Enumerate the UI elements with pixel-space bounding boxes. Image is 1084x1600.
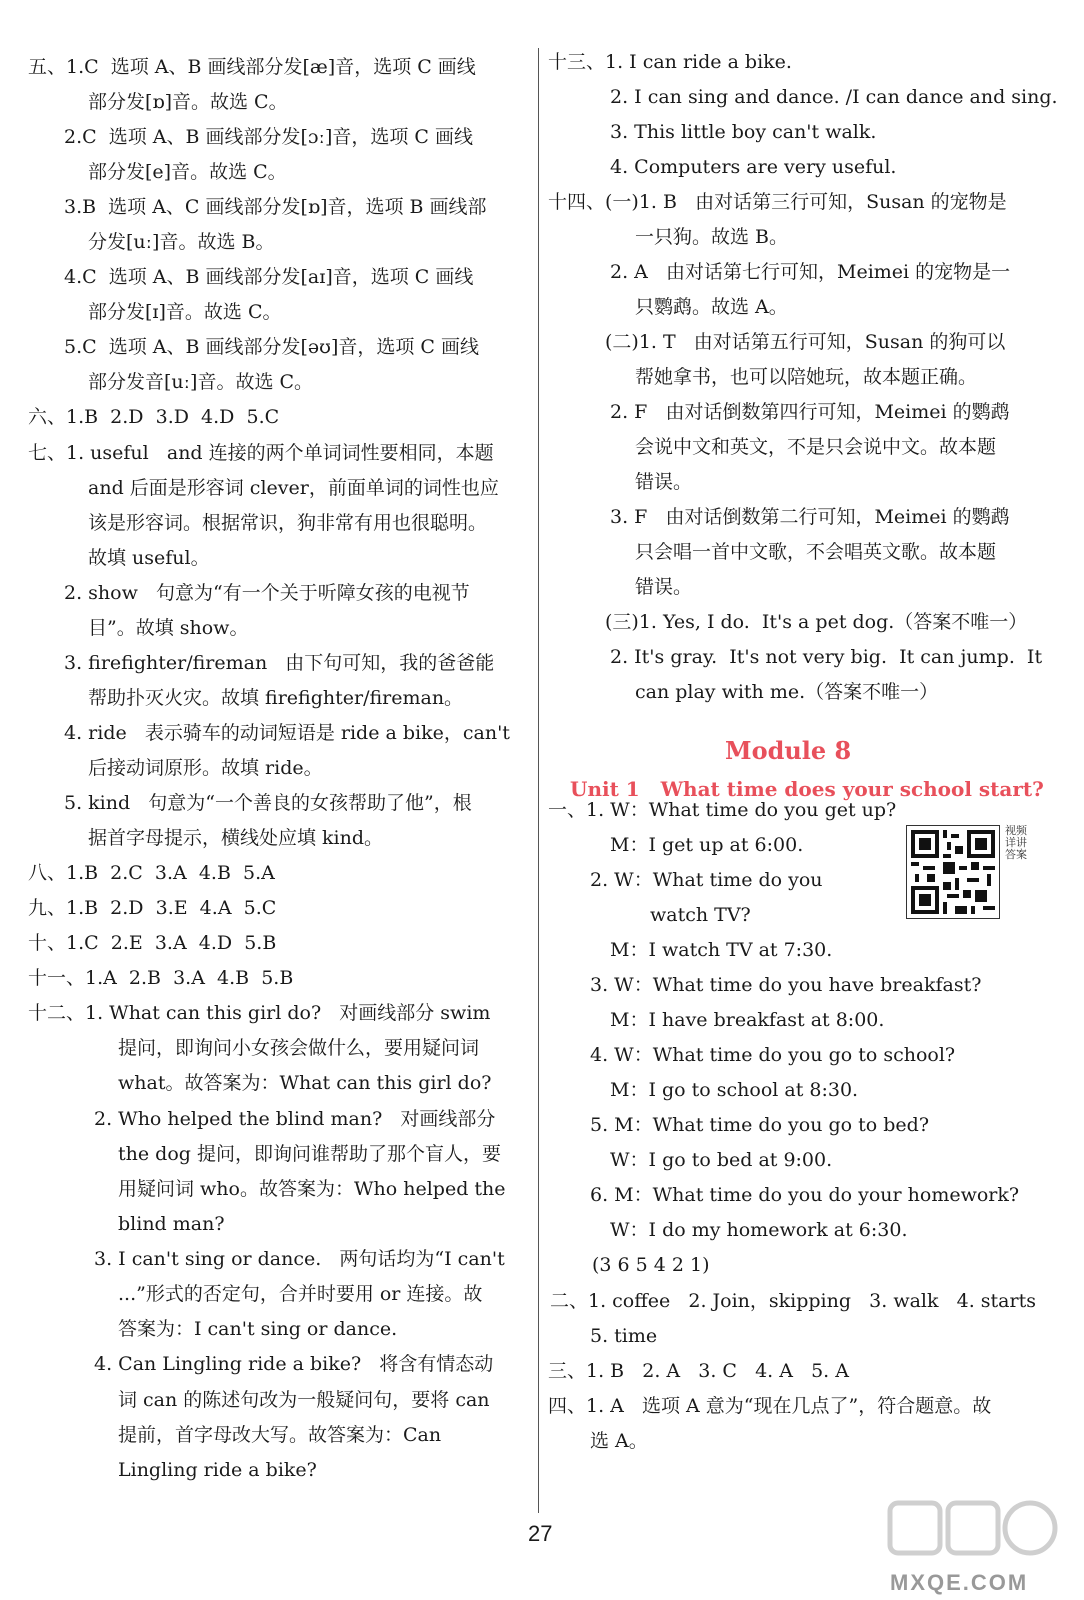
text-line: 6. M：What time do you do your homework? <box>590 1184 1020 1206</box>
text-line: 一、1. W：What time do you get up? <box>548 799 897 821</box>
text-line: 该是形容词。根据常识，狗非常有用也很聪明。 <box>88 512 488 534</box>
text-line: the dog 提问，即询问谁帮助了那个盲人，要 <box>118 1143 501 1165</box>
watermark-text: MXQE.COM <box>890 1570 1029 1595</box>
column-divider <box>538 48 539 1513</box>
text-line: 十四、(一)1. B 由对话第三行可知，Susan 的宠物是 <box>548 191 1007 213</box>
text-line: (3 6 5 4 2 1) <box>592 1254 710 1276</box>
text-line: 5.C 选项 A、B 画线部分发[əʊ]音，选项 C 画线 <box>64 336 479 358</box>
text-line: (二)1. T 由对话第五行可知，Susan 的狗可以 <box>605 331 1006 353</box>
text-line: and 后面是形容词 clever，前面单词的词性也应 <box>88 477 499 499</box>
text-line: W：I do my homework at 6:30. <box>610 1219 908 1241</box>
text-line: 十二、1. What can this girl do? 对画线部分 swim <box>28 1002 491 1024</box>
text-line: 提前，首字母改大写。故答案为：Can <box>118 1424 442 1446</box>
text-line: 2. I can sing and dance. /I can dance and sing. <box>610 86 1058 108</box>
text-line: blind man? <box>118 1213 225 1235</box>
text-line: M：I get up at 6:00. <box>610 834 804 856</box>
text-line: 只会唱一首中文歌，不会唱英文歌。故本题 <box>635 541 997 563</box>
text-line: 2. A 由对话第七行可知，Meimei 的宠物是一 <box>610 261 1011 283</box>
text-line: 2. W：What time do you <box>590 869 823 891</box>
text-line: 4.C 选项 A、B 画线部分发[aɪ]音，选项 C 画线 <box>64 266 474 288</box>
text-line: can play with me.（答案不唯一） <box>635 681 939 703</box>
text-line: 5. M：What time do you go to bed? <box>590 1114 930 1136</box>
text-line: 3. W：What time do you have breakfast? <box>590 974 982 996</box>
text-line: 3. firefighter/fireman 由下句可知，我的爸爸能 <box>64 652 495 674</box>
text-line: M：I have breakfast at 8:00. <box>610 1009 885 1031</box>
text-line: 错误。 <box>635 576 693 598</box>
text-line: 会说中文和英文，不是只会说中文。故本题 <box>635 436 997 458</box>
text-line: watch TV? <box>650 904 751 926</box>
text-line: 3.B 选项 A、C 画线部分发[ɒ]音，选项 B 画线部 <box>64 196 487 218</box>
text-line: 部分发[ɪ]音。故选 C。 <box>88 301 282 323</box>
text-line: 八、1.B 2.C 3.A 4.B 5.A <box>28 862 275 884</box>
text-line: 2. It's gray. It's not very big. It can jump. It <box>610 646 1043 668</box>
page-number: 27 <box>528 1521 553 1546</box>
text-line: 九、1.B 2.D 3.E 4.A 5.C <box>28 897 277 919</box>
text-line: 五、1.C 选项 A、B 画线部分发[æ]音，选项 C 画线 <box>28 56 476 78</box>
text-line: 错误。 <box>635 471 693 493</box>
text-line: M：I go to school at 8:30. <box>610 1079 859 1101</box>
text-line: 答案为：I can't sing or dance. <box>118 1318 398 1340</box>
text-line: 四、1. A 选项 A 意为“现在几点了”，符合题意。故 <box>548 1395 992 1417</box>
text-line: 词 can 的陈述句改为一般疑问句，要将 can <box>118 1389 490 1411</box>
text-line: 帮她拿书，也可以陪她玩，故本题正确。 <box>635 366 978 388</box>
text-line: 2. Who helped the blind man? 对画线部分 <box>94 1108 496 1130</box>
text-line: 故填 useful。 <box>88 547 210 569</box>
text-line: 5. kind 句意为“一个善良的女孩帮助了他”，根 <box>64 792 472 814</box>
text-line: 据首字母提示，横线处应填 kind。 <box>88 827 384 849</box>
text-line: 2. show 句意为“有一个关于听障女孩的电视节 <box>64 582 470 604</box>
text-line: 2. F 由对话倒数第四行可知，Meimei 的鹦鹉 <box>610 401 1010 423</box>
text-line: 3. F 由对话倒数第二行可知，Meimei 的鹦鹉 <box>610 506 1010 528</box>
text-line: 十一、1.A 2.B 3.A 4.B 5.B <box>28 967 294 989</box>
text-line: 部分发[ɒ]音。故选 C。 <box>88 91 288 113</box>
text-line: 帮助扑灭火灾。故填 firefighter/fireman。 <box>88 687 464 709</box>
text-line: 提问，即询问小女孩会做什么，要用疑问词 <box>118 1037 480 1059</box>
text-line: 部分发音[uː]音。故选 C。 <box>88 371 314 393</box>
text-line: 用疑问词 who。故答案为：Who helped the <box>118 1178 506 1200</box>
text-line: 十三、1. I can ride a bike. <box>548 51 792 73</box>
text-line: 选 A。 <box>590 1430 648 1452</box>
text-line: M：I watch TV at 7:30. <box>610 939 833 961</box>
text-line: 3. This little boy can't walk. <box>610 121 877 143</box>
unit-title: Unit 1 What time does your school start? <box>570 777 1044 801</box>
text-line: 2.C 选项 A、B 画线部分发[ɔː]音，选项 C 画线 <box>64 126 473 148</box>
text-line: 4. Can Lingling ride a bike? 将含有情态动 <box>94 1353 494 1375</box>
text-line: 5. time <box>590 1325 658 1347</box>
text-line: (三)1. Yes, I do. It's a pet dog.（答案不唯一） <box>605 611 1028 633</box>
text-line: 后接动词原形。故填 ride。 <box>88 757 323 779</box>
text-line: ...”形式的否定句，合并时要用 or 连接。故 <box>118 1283 483 1305</box>
text-line: 一只狗。故选 B。 <box>635 226 789 248</box>
text-line: 分发[uː]音。故选 B。 <box>88 231 275 253</box>
text-line: 六、1.B 2.D 3.D 4.D 5.C <box>28 406 280 428</box>
text-line: 部分发[e]音。故选 C。 <box>88 161 287 183</box>
text-line: 4. W：What time do you go to school? <box>590 1044 956 1066</box>
qr-code[interactable] <box>906 825 1000 919</box>
text-line: 二、1. coffee 2. Join，skipping 3. walk 4. starts <box>550 1290 1036 1312</box>
text-line: 3. I can't sing or dance. 两句话均为“I can't <box>94 1248 505 1270</box>
qr-label: 视频详讲答案 <box>1005 824 1027 861</box>
text-line: 七、1. useful and 连接的两个单词词性要相同，本题 <box>28 442 494 464</box>
text-line: Lingling ride a bike? <box>118 1459 317 1481</box>
text-line: 4. Computers are very useful. <box>610 156 897 178</box>
text-line: 十、1.C 2.E 3.A 4.D 5.B <box>28 932 277 954</box>
qr-code-icon <box>907 826 999 918</box>
text-line: 4. ride 表示骑车的动词短语是 ride a bike，can't <box>64 722 510 744</box>
text-line: 目”。故填 show。 <box>88 617 249 639</box>
text-line: 三、1. B 2. A 3. C 4. A 5. A <box>548 1360 849 1382</box>
text-line: W：I go to bed at 9:00. <box>610 1149 833 1171</box>
module-title: Module 8 <box>725 736 852 765</box>
text-line: 只鹦鹉。故选 A。 <box>635 296 788 318</box>
text-line: what。故答案为：What can this girl do? <box>118 1072 492 1094</box>
